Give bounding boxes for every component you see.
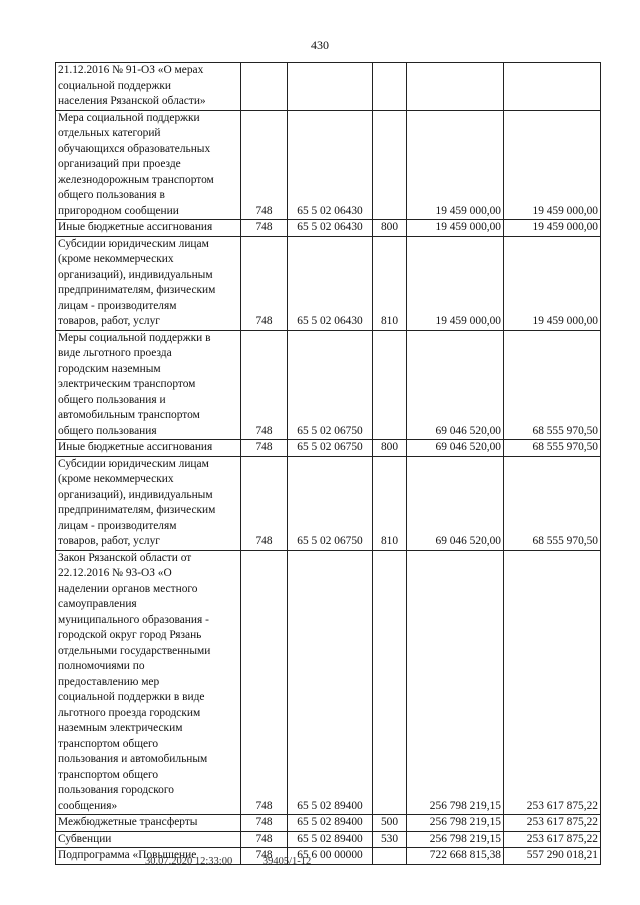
amount-year2-cell: 253 617 875,22 bbox=[504, 831, 601, 848]
row-name-cell: Субвенции bbox=[56, 831, 241, 848]
table-row bbox=[56, 831, 601, 848]
budget-table bbox=[55, 62, 601, 865]
amount-year1-cell: 256 798 219,15 bbox=[407, 815, 504, 832]
table-row bbox=[56, 236, 601, 330]
amount-year1-cell: 69 046 520,00 bbox=[407, 330, 504, 440]
target-article-cell bbox=[288, 63, 373, 111]
row-name-cell: Закон Рязанской области от 22.12.2016 № 93-ОЗ «О наделении органов местного самоуправления муниципального образования - городской округ город Рязань отдельными государственными полномочиями по предоставлению мер социальной поддержки в виде льготного проезда городским наземным электрическим транспортом общего пользования и автомобильным транспортом общего пользования городского сообщения» bbox=[56, 550, 241, 815]
grbs-code-cell: 748 bbox=[241, 815, 288, 832]
target-article-cell: 65 5 02 06750 bbox=[288, 330, 373, 440]
amount-year2-cell: 253 617 875,22 bbox=[504, 550, 601, 815]
expense-type-cell: 800 bbox=[373, 220, 407, 237]
amount-year2-cell: 68 555 970,50 bbox=[504, 330, 601, 440]
target-article-cell: 65 5 02 06430 bbox=[288, 236, 373, 330]
amount-year2-cell: 19 459 000,00 bbox=[504, 110, 601, 220]
target-article-cell: 65 5 02 89400 bbox=[288, 831, 373, 848]
target-article-cell: 65 6 00 00000 bbox=[288, 848, 373, 865]
row-name-cell: Межбюджетные трансферты bbox=[56, 815, 241, 832]
grbs-code-cell: 748 bbox=[241, 440, 288, 457]
expense-type-cell: 530 bbox=[373, 831, 407, 848]
table-row bbox=[56, 550, 601, 815]
table-row bbox=[56, 815, 601, 832]
amount-year1-cell: 256 798 219,15 bbox=[407, 831, 504, 848]
table-row bbox=[56, 220, 601, 237]
expense-type-cell: 810 bbox=[373, 456, 407, 550]
expense-type-cell bbox=[373, 550, 407, 815]
amount-year2-cell: 19 459 000,00 bbox=[504, 236, 601, 330]
row-name-cell: Мера социальной поддержки отдельных категорий обучающихся образовательных организаций при проезде железнодорожным транспортом общего пользования в пригородном сообщении bbox=[56, 110, 241, 220]
expense-type-cell bbox=[373, 110, 407, 220]
row-name-cell: Субсидии юридическим лицам (кроме некоммерческих организаций), индивидуальным предпринимателям, физическим лицам - производителям товаров, работ, услуг bbox=[56, 236, 241, 330]
target-article-cell: 65 5 02 06750 bbox=[288, 440, 373, 457]
amount-year2-cell: 253 617 875,22 bbox=[504, 815, 601, 832]
grbs-code-cell: 748 bbox=[241, 831, 288, 848]
amount-year2-cell: 68 555 970,50 bbox=[504, 456, 601, 550]
amount-year2-cell: 68 555 970,50 bbox=[504, 440, 601, 457]
page-number: 430 bbox=[311, 38, 329, 52]
grbs-code-cell: 748 bbox=[241, 456, 288, 550]
row-name-cell: Подпрограмма «Повышение bbox=[56, 848, 241, 865]
amount-year1-cell: 69 046 520,00 bbox=[407, 440, 504, 457]
target-article-cell: 65 5 02 89400 bbox=[288, 815, 373, 832]
amount-year1-cell: 19 459 000,00 bbox=[407, 220, 504, 237]
table-row bbox=[56, 63, 601, 111]
grbs-code-cell: 748 bbox=[241, 550, 288, 815]
row-name-cell: Иные бюджетные ассигнования bbox=[56, 440, 241, 457]
expense-type-cell: 800 bbox=[373, 440, 407, 457]
amount-year1-cell bbox=[407, 63, 504, 111]
grbs-code-cell bbox=[241, 63, 288, 111]
amount-year2-cell: 19 459 000,00 bbox=[504, 220, 601, 237]
target-article-cell: 65 5 02 06750 bbox=[288, 456, 373, 550]
target-article-cell: 65 5 02 89400 bbox=[288, 550, 373, 815]
grbs-code-cell: 748 bbox=[241, 110, 288, 220]
table-row bbox=[56, 456, 601, 550]
expense-type-cell: 500 bbox=[373, 815, 407, 832]
table-row bbox=[56, 440, 601, 457]
row-name-cell: Иные бюджетные ассигнования bbox=[56, 220, 241, 237]
target-article-cell: 65 5 02 06430 bbox=[288, 110, 373, 220]
expense-type-cell bbox=[373, 63, 407, 111]
grbs-code-cell: 748 bbox=[241, 236, 288, 330]
amount-year2-cell bbox=[504, 63, 601, 111]
amount-year1-cell: 722 668 815,38 bbox=[407, 848, 504, 865]
row-name-cell: Субсидии юридическим лицам (кроме некоммерческих организаций), индивидуальным предпринимателям, физическим лицам - производителям товаров, работ, услуг bbox=[56, 456, 241, 550]
amount-year1-cell: 256 798 219,15 bbox=[407, 550, 504, 815]
row-name-cell: Меры социальной поддержки в виде льготного проезда городским наземным электрическим транспортом общего пользования и автомобильным транспортом общего пользования bbox=[56, 330, 241, 440]
amount-year1-cell: 19 459 000,00 bbox=[407, 236, 504, 330]
expense-type-cell: 810 bbox=[373, 236, 407, 330]
amount-year1-cell: 69 046 520,00 bbox=[407, 456, 504, 550]
amount-year1-cell: 19 459 000,00 bbox=[407, 110, 504, 220]
grbs-code-cell: 748 bbox=[241, 848, 288, 865]
row-name-cell: 21.12.2016 № 91-ОЗ «О мерах социальной поддержки населения Рязанской области» bbox=[56, 63, 241, 111]
table-row bbox=[56, 110, 601, 220]
page-footer bbox=[145, 856, 339, 867]
grbs-code-cell: 748 bbox=[241, 220, 288, 237]
budget-table-body bbox=[56, 63, 601, 865]
table-row bbox=[56, 330, 601, 440]
footer-datetime: 30.07.2020 12:33:00 bbox=[145, 856, 233, 867]
amount-year2-cell: 557 290 018,21 bbox=[504, 848, 601, 865]
expense-type-cell bbox=[373, 330, 407, 440]
footer-doc-id: 39405/1-12 bbox=[262, 856, 312, 867]
target-article-cell: 65 5 02 06430 bbox=[288, 220, 373, 237]
expense-type-cell bbox=[373, 848, 407, 865]
grbs-code-cell: 748 bbox=[241, 330, 288, 440]
